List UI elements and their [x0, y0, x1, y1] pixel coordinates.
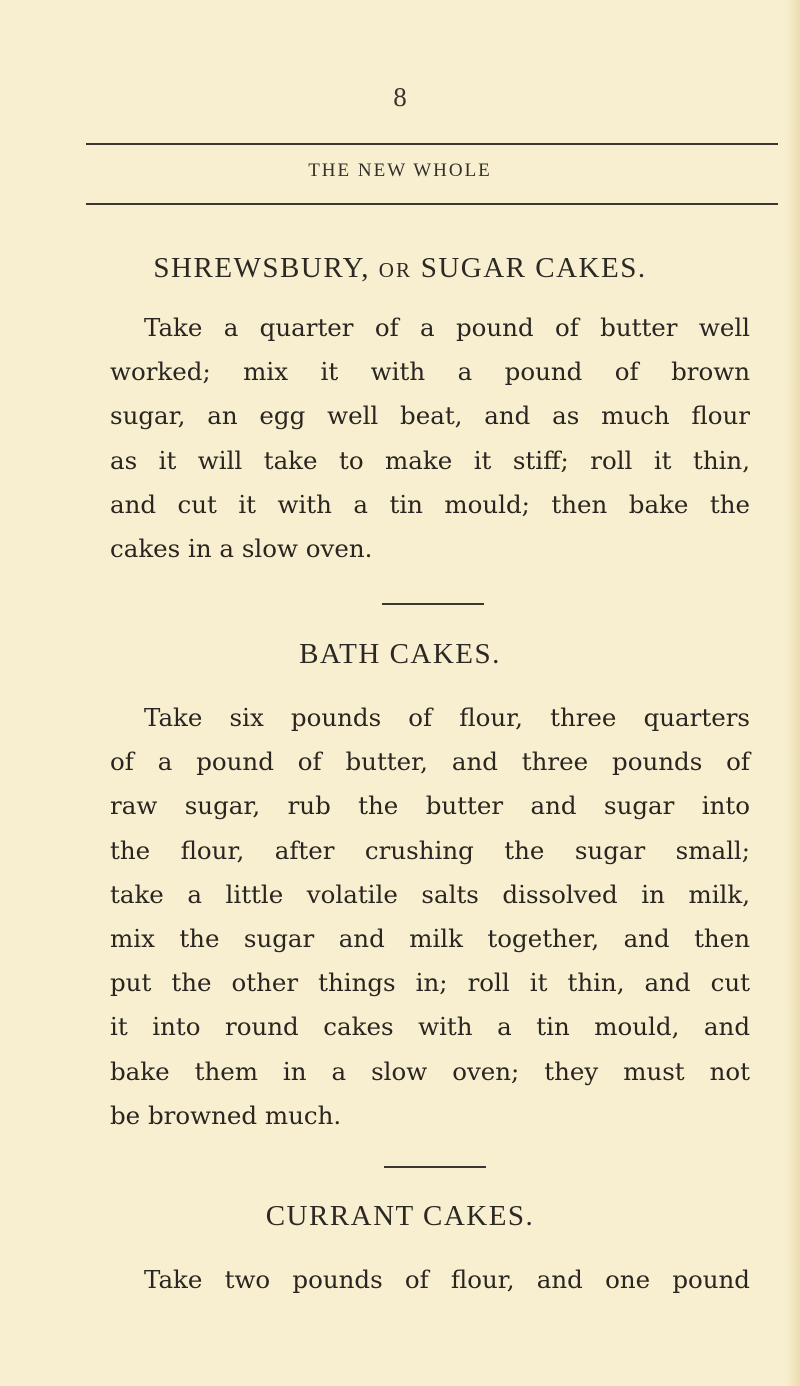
text-line: Take six pounds of flour, three quarters — [144, 703, 750, 732]
text-line: put the other things in; roll it thin, and cut — [110, 968, 750, 998]
text-line: and cut it with a tin mould; then bake the — [110, 489, 750, 519]
text-line: sugar, an egg well beat, and as much flour — [110, 401, 750, 431]
recipe-title-bath: BATH CAKES. — [299, 638, 501, 670]
top-rule — [86, 143, 778, 145]
section-divider — [382, 603, 484, 605]
title-or: OR — [378, 258, 412, 282]
text-line: mix the sugar and milk together, and then — [110, 924, 750, 954]
recipe-body-currant — [110, 1258, 750, 1302]
text-line: as it will take to make it stiff; roll it thin, — [110, 445, 750, 475]
recipe-title-currant: CURRANT CAKES. — [265, 1200, 535, 1232]
title-main: SHREWSBURY, — [153, 252, 371, 284]
text-line: it into round cakes with a tin mould, and — [110, 1012, 750, 1042]
recipe-body-shrewsbury — [110, 306, 750, 571]
header-rule — [86, 203, 778, 205]
page-edge-shading — [786, 0, 800, 1386]
page-number: 8 — [393, 82, 407, 112]
text-line: cakes in a slow oven. — [110, 534, 373, 564]
section-divider — [384, 1166, 486, 1168]
text-line: raw sugar, rub the butter and sugar into — [110, 791, 750, 821]
text-line: worked; mix it with a pound of brown — [110, 357, 750, 387]
recipe-title-shrewsbury — [0, 252, 800, 285]
text-line: be browned much. — [110, 1100, 342, 1130]
text-line: bake them in a slow oven; they must not — [110, 1056, 750, 1086]
text-line: take a little volatile salts dissolved in milk, — [110, 879, 750, 909]
text-line: the flour, after crushing the sugar small; — [110, 835, 750, 865]
text-line: Take two pounds of flour, and one pound — [144, 1265, 750, 1294]
text-line: Take a quarter of a pound of butter well — [144, 313, 750, 342]
text-line: of a pound of butter, and three pounds of — [110, 747, 750, 777]
running-head: THE NEW WHOLE — [308, 160, 492, 181]
title-rest: SUGAR CAKES. — [420, 252, 647, 284]
recipe-body-bath — [110, 696, 750, 1138]
